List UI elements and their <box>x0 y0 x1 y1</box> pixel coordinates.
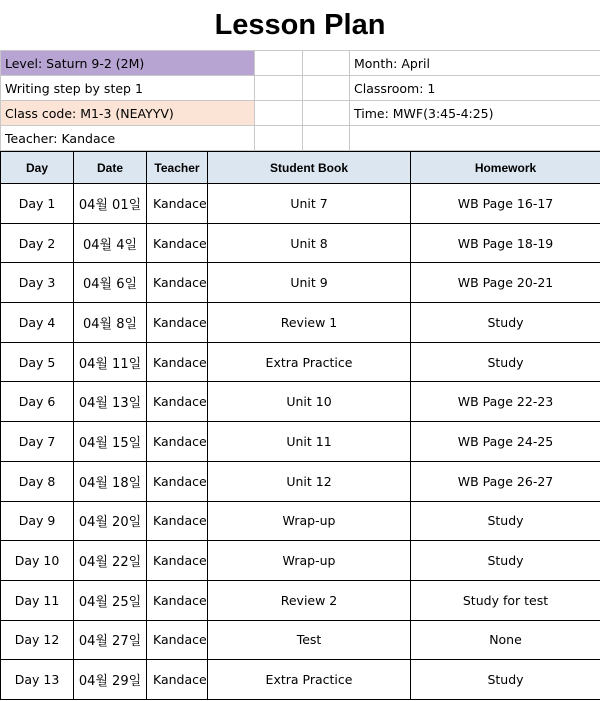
teacher-cell[interactable]: Kandace <box>147 382 208 422</box>
empty-cell[interactable] <box>255 76 303 101</box>
date-cell[interactable]: 04월 18일 <box>74 461 147 501</box>
student-book-cell[interactable]: Unit 10 <box>208 382 411 422</box>
homework-cell[interactable]: Study <box>411 660 600 700</box>
student-book-cell[interactable]: Unit 11 <box>208 422 411 462</box>
student-book-cell[interactable]: Review 1 <box>208 303 411 343</box>
empty-cell[interactable] <box>303 101 350 126</box>
header-homework[interactable]: Homework <box>411 152 600 184</box>
empty-cell[interactable] <box>303 126 350 151</box>
student-book-cell[interactable]: Test <box>208 620 411 660</box>
teacher-cell[interactable]: Kandace <box>147 461 208 501</box>
empty-cell[interactable] <box>255 51 303 76</box>
day-cell[interactable]: Day 13 <box>1 660 74 700</box>
student-book-cell[interactable]: Wrap-up <box>208 501 411 541</box>
homework-cell[interactable]: WB Page 22-23 <box>411 382 600 422</box>
teacher-cell[interactable]: Teacher: Kandace <box>1 126 255 151</box>
date-cell[interactable]: 04월 27일 <box>74 620 147 660</box>
teacher-cell[interactable]: Kandace <box>147 263 208 303</box>
empty-cell[interactable] <box>303 76 350 101</box>
header-row <box>1 152 600 184</box>
day-cell[interactable]: Day 10 <box>1 541 74 581</box>
table-row <box>1 461 600 501</box>
date-cell[interactable]: 04월 25일 <box>74 580 147 620</box>
date-cell[interactable]: 04월 13일 <box>74 382 147 422</box>
day-cell[interactable]: Day 8 <box>1 461 74 501</box>
homework-cell[interactable]: None <box>411 620 600 660</box>
student-book-cell[interactable]: Review 2 <box>208 580 411 620</box>
date-cell[interactable]: 04월 22일 <box>74 541 147 581</box>
date-cell[interactable]: 04월 11일 <box>74 342 147 382</box>
table-row <box>1 541 600 581</box>
student-book-cell[interactable]: Unit 9 <box>208 263 411 303</box>
table-row <box>1 223 600 263</box>
date-cell[interactable]: 04월 15일 <box>74 422 147 462</box>
homework-cell[interactable]: Study <box>411 342 600 382</box>
empty-cell[interactable] <box>255 101 303 126</box>
empty-cell[interactable] <box>350 126 600 151</box>
header-date[interactable]: Date <box>74 152 147 184</box>
student-book-cell[interactable]: Extra Practice <box>208 660 411 700</box>
class-code-cell[interactable]: Class code: M1-3 (NEAYYV) <box>1 101 255 126</box>
table-row <box>1 303 600 343</box>
date-cell[interactable]: 04월 01일 <box>74 184 147 224</box>
day-cell[interactable]: Day 1 <box>1 184 74 224</box>
student-book-cell[interactable]: Unit 12 <box>208 461 411 501</box>
table-row <box>1 660 600 700</box>
month-cell[interactable]: Month: April <box>350 51 600 76</box>
student-book-cell[interactable]: Unit 7 <box>208 184 411 224</box>
teacher-cell[interactable]: Kandace <box>147 223 208 263</box>
date-cell[interactable]: 04월 20일 <box>74 501 147 541</box>
teacher-cell[interactable]: Kandace <box>147 422 208 462</box>
date-cell[interactable]: 04월 6일 <box>74 263 147 303</box>
day-cell[interactable]: Day 2 <box>1 223 74 263</box>
page-title: Lesson Plan <box>214 8 386 41</box>
info-table <box>0 50 600 151</box>
teacher-cell[interactable]: Kandace <box>147 541 208 581</box>
table-row <box>1 501 600 541</box>
lesson-table <box>0 151 600 700</box>
day-cell[interactable]: Day 12 <box>1 620 74 660</box>
header-teacher[interactable]: Teacher <box>147 152 208 184</box>
classroom-cell[interactable]: Classroom: 1 <box>350 76 600 101</box>
info-row <box>1 126 600 151</box>
day-cell[interactable]: Day 7 <box>1 422 74 462</box>
teacher-cell[interactable]: Kandace <box>147 660 208 700</box>
day-cell[interactable]: Day 11 <box>1 580 74 620</box>
day-cell[interactable]: Day 5 <box>1 342 74 382</box>
student-book-cell[interactable]: Unit 8 <box>208 223 411 263</box>
table-row <box>1 620 600 660</box>
teacher-cell[interactable]: Kandace <box>147 620 208 660</box>
homework-cell[interactable]: Study <box>411 303 600 343</box>
date-cell[interactable]: 04월 29일 <box>74 660 147 700</box>
table-row <box>1 263 600 303</box>
homework-cell[interactable]: Study <box>411 541 600 581</box>
day-cell[interactable]: Day 6 <box>1 382 74 422</box>
student-book-cell[interactable]: Extra Practice <box>208 342 411 382</box>
day-cell[interactable]: Day 9 <box>1 501 74 541</box>
homework-cell[interactable]: WB Page 20-21 <box>411 263 600 303</box>
table-row <box>1 580 600 620</box>
teacher-cell[interactable]: Kandace <box>147 501 208 541</box>
date-cell[interactable]: 04월 4일 <box>74 223 147 263</box>
homework-cell[interactable]: Study <box>411 501 600 541</box>
header-day[interactable]: Day <box>1 152 74 184</box>
day-cell[interactable]: Day 3 <box>1 263 74 303</box>
header-student-book[interactable]: Student Book <box>208 152 411 184</box>
table-row <box>1 382 600 422</box>
table-row <box>1 184 600 224</box>
level-cell[interactable]: Level: Saturn 9-2 (2M) <box>1 51 255 76</box>
teacher-cell[interactable]: Kandace <box>147 342 208 382</box>
homework-cell[interactable]: WB Page 18-19 <box>411 223 600 263</box>
empty-cell[interactable] <box>303 51 350 76</box>
time-cell[interactable]: Time: MWF(3:45-4:25) <box>350 101 600 126</box>
teacher-cell[interactable]: Kandace <box>147 580 208 620</box>
writing-cell[interactable]: Writing step by step 1 <box>1 76 255 101</box>
info-row <box>1 51 600 76</box>
info-row <box>1 101 600 126</box>
homework-cell[interactable]: WB Page 24-25 <box>411 422 600 462</box>
teacher-cell[interactable]: Kandace <box>147 184 208 224</box>
homework-cell[interactable]: Study for test <box>411 580 600 620</box>
empty-cell[interactable] <box>255 126 303 151</box>
table-row <box>1 342 600 382</box>
date-cell[interactable]: 04월 8일 <box>74 303 147 343</box>
day-cell[interactable]: Day 4 <box>1 303 74 343</box>
table-row <box>1 422 600 462</box>
student-book-cell[interactable]: Wrap-up <box>208 541 411 581</box>
info-row <box>1 76 600 101</box>
teacher-cell[interactable]: Kandace <box>147 303 208 343</box>
homework-cell[interactable]: WB Page 16-17 <box>411 184 600 224</box>
homework-cell[interactable]: WB Page 26-27 <box>411 461 600 501</box>
